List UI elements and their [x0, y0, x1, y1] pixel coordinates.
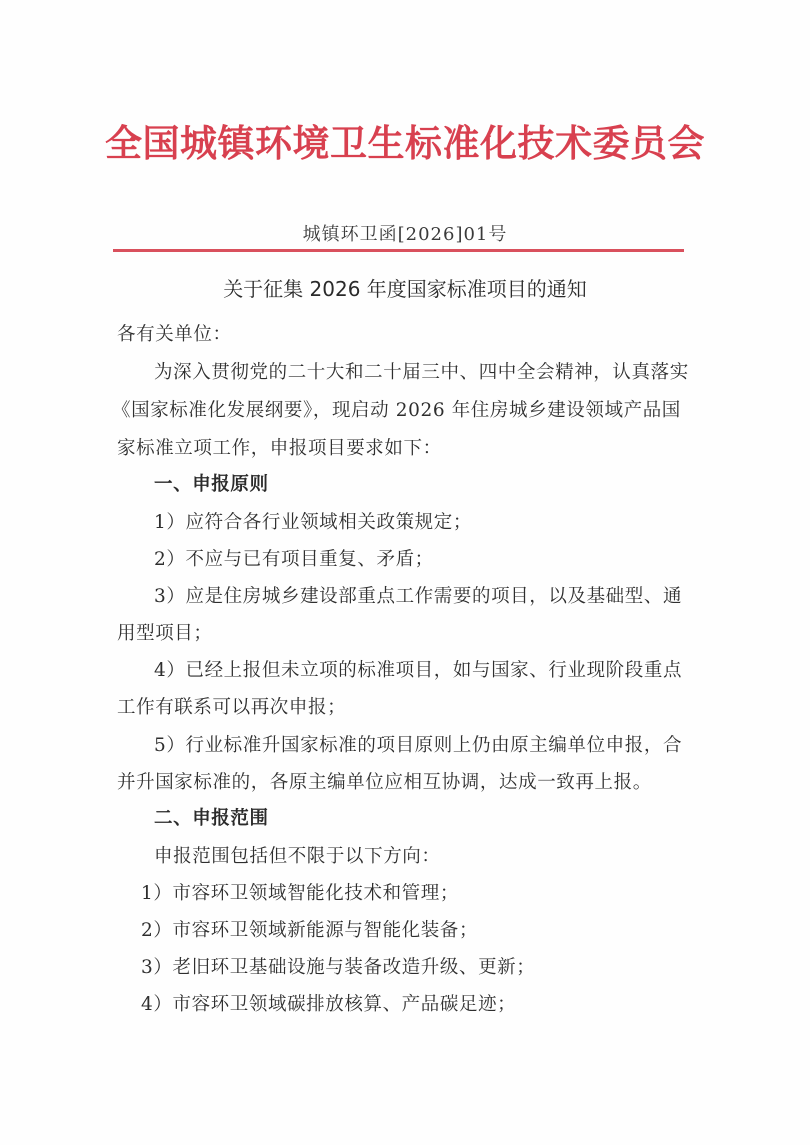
red-divider [113, 249, 684, 252]
intro-line: 家标准立项工作，申报项目要求如下： [117, 438, 442, 459]
scope-item: 1）市容环卫领域智能化技术和管理； [141, 883, 459, 904]
notice-title: 关于征集 2026 年度国家标准项目的通知 [223, 277, 587, 301]
section-heading: 二、申报范围 [154, 808, 269, 829]
section-heading: 一、申报原则 [154, 474, 269, 495]
scope-intro: 申报范围包括但不限于以下方向： [154, 846, 441, 867]
principle-item: 工作有联系可以再次申报； [117, 697, 347, 718]
intro-line: 《国家标准化发展纲要》，现启动 2026 年住房城乡建设领域产品国 [112, 400, 681, 421]
intro-line: 为深入贯彻党的二十大和二十届三中、四中全会精神，认真落实 [154, 362, 689, 383]
salutation: 各有关单位： [117, 324, 232, 345]
principle-item: 1）应符合各行业领域相关政策规定； [154, 512, 472, 533]
principle-item: 用型项目； [117, 623, 213, 644]
principle-item: 并升国家标准的，各原主编单位应相互协调，达成一致再上报。 [117, 772, 652, 793]
principle-item: 5）行业标准升国家标准的项目原则上仍由原主编单位申报，合 [154, 735, 683, 756]
principle-item: 2）不应与已有项目重复、矛盾； [154, 549, 434, 570]
scope-item: 3）老旧环卫基础设施与装备改造升级、更新； [141, 957, 536, 978]
principle-item: 4）已经上报但未立项的标准项目，如与国家、行业现阶段重点 [154, 660, 683, 681]
doc-number: 城镇环卫函[2026]01号 [302, 224, 508, 245]
org-title: 全国城镇环境卫生标准化技术委员会 [105, 122, 705, 165]
scope-item: 2）市容环卫领域新能源与智能化装备； [141, 920, 479, 941]
scope-item: 4）市容环卫领域碳排放核算、产品碳足迹； [141, 994, 517, 1015]
principle-item: 3）应是住房城乡建设部重点工作需要的项目，以及基础型、通 [154, 586, 683, 607]
